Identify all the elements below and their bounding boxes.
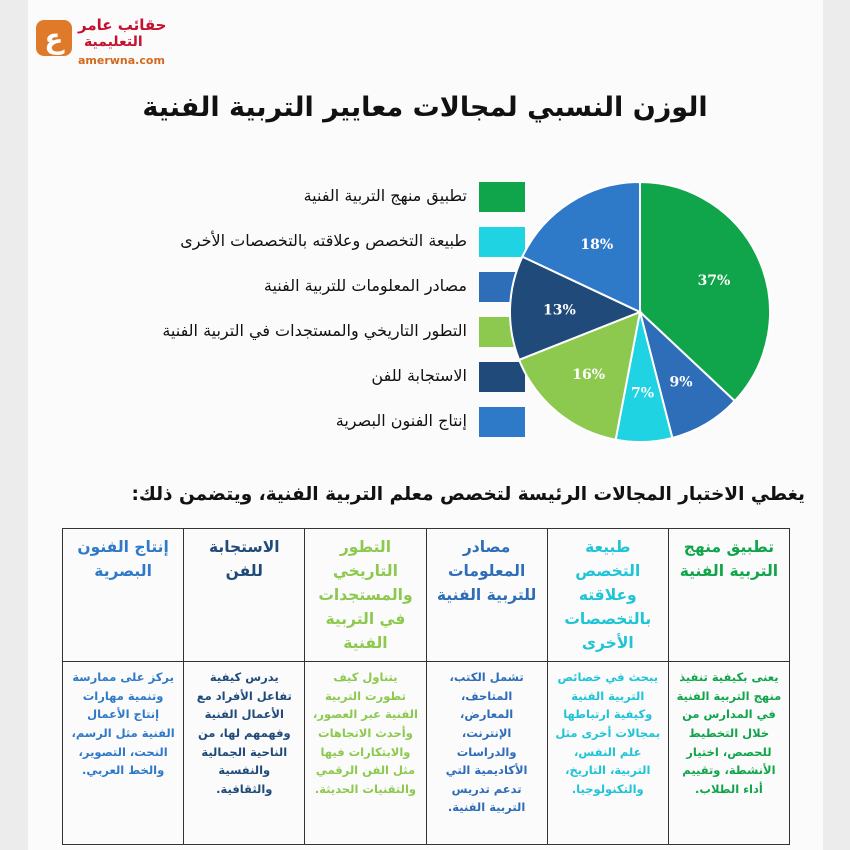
pie-slice-label: 9% [669, 374, 693, 391]
table-body-cell: يركز على ممارسة وتنمية مهارات إنتاج الأعمال الفنية مثل الرسم، النحت، التصوير، والخط العربي. [63, 662, 184, 845]
pie-slice-label: 37% [697, 272, 731, 289]
legend-item [35, 407, 475, 452]
pie-slice-label: 7% [631, 385, 655, 402]
legend-item [35, 317, 475, 362]
pie-slice-label: 13% [543, 302, 576, 319]
logo-text-line1: حقائب عامر [78, 16, 167, 34]
table-body-cell: يعنى بكيفية تنفيذ منهج التربية الفنية في المدارس من خلال التخطيط للحصص، اختيار الأنشطة، وتقييم أداء الطلاب. [668, 662, 789, 845]
domains-table [62, 528, 790, 845]
table-body-cell: يتناول كيف تطورت التربية الفنية عبر العصور، وأحدث الاتجاهات والابتكارات فيها مثل الفن الرقمي والتقنيات الحديثة. [305, 662, 426, 845]
logo [34, 14, 184, 70]
pie-slice-label: 16% [572, 367, 606, 384]
svg-text:ع: ع [44, 22, 64, 55]
legend-label: الاستجابة للفن [371, 366, 467, 385]
legend-label: التطور التاريخي والمستجدات في التربية الفنية [162, 321, 467, 340]
legend-item [35, 227, 475, 272]
legend-item [35, 272, 475, 317]
table-header-cell: إنتاج الفنون البصرية [63, 529, 184, 662]
table-body-row [63, 662, 790, 845]
table-header-row [63, 529, 790, 662]
logo-mark-icon [34, 18, 74, 58]
legend-item [35, 362, 475, 407]
legend-label: طبيعة التخصص وعلاقته بالتخصصات الأخرى [180, 231, 467, 250]
legend-label: إنتاج الفنون البصرية [335, 411, 467, 430]
table-header-cell: الاستجابة للفن [184, 529, 305, 662]
section-subtitle: يغطي الاختبار المجالات الرئيسة لتخصص معلم التربية الفنية، ويتضمن ذلك: [131, 484, 805, 505]
pie-chart [500, 172, 780, 452]
table-header-cell: التطور التاريخي والمستجدات في التربية الفنية [305, 529, 426, 662]
legend-label: تطبيق منهج التربية الفنية [303, 186, 467, 205]
table-body-cell: تشمل الكتب، المتاحف، المعارض، الإنترنت، والدراسات الأكاديمية التي تدعم تدريس التربية الفنية. [426, 662, 547, 845]
table-header-cell: مصادر المعلومات للتربية الفنية [426, 529, 547, 662]
table-header-cell: طبيعة التخصص وعلاقته بالتخصصات الأخرى [547, 529, 668, 662]
chart-legend [35, 182, 475, 452]
legend-label: مصادر المعلومات للتربية الفنية [263, 276, 467, 295]
legend-item [35, 182, 475, 227]
logo-url: amerwna.com [78, 54, 165, 67]
chart-title: الوزن النسبي لمجالات معايير التربية الفنية [142, 92, 708, 123]
table-body-cell: يدرس كيفية تفاعل الأفراد مع الأعمال الفنية وفهمهم لها، من الناحية الجمالية والنفسية والثقافية. [184, 662, 305, 845]
pie-slice-label: 18% [580, 236, 614, 253]
table-body-cell: يبحث في خصائص التربية الفنية وكيفية ارتباطها بمجالات أخرى مثل علم النفس، التربية، التاريخ، والتكنولوجيا. [547, 662, 668, 845]
table-header-cell: تطبيق منهج التربية الفنية [668, 529, 789, 662]
logo-text-line2: التعليمية [84, 34, 143, 50]
